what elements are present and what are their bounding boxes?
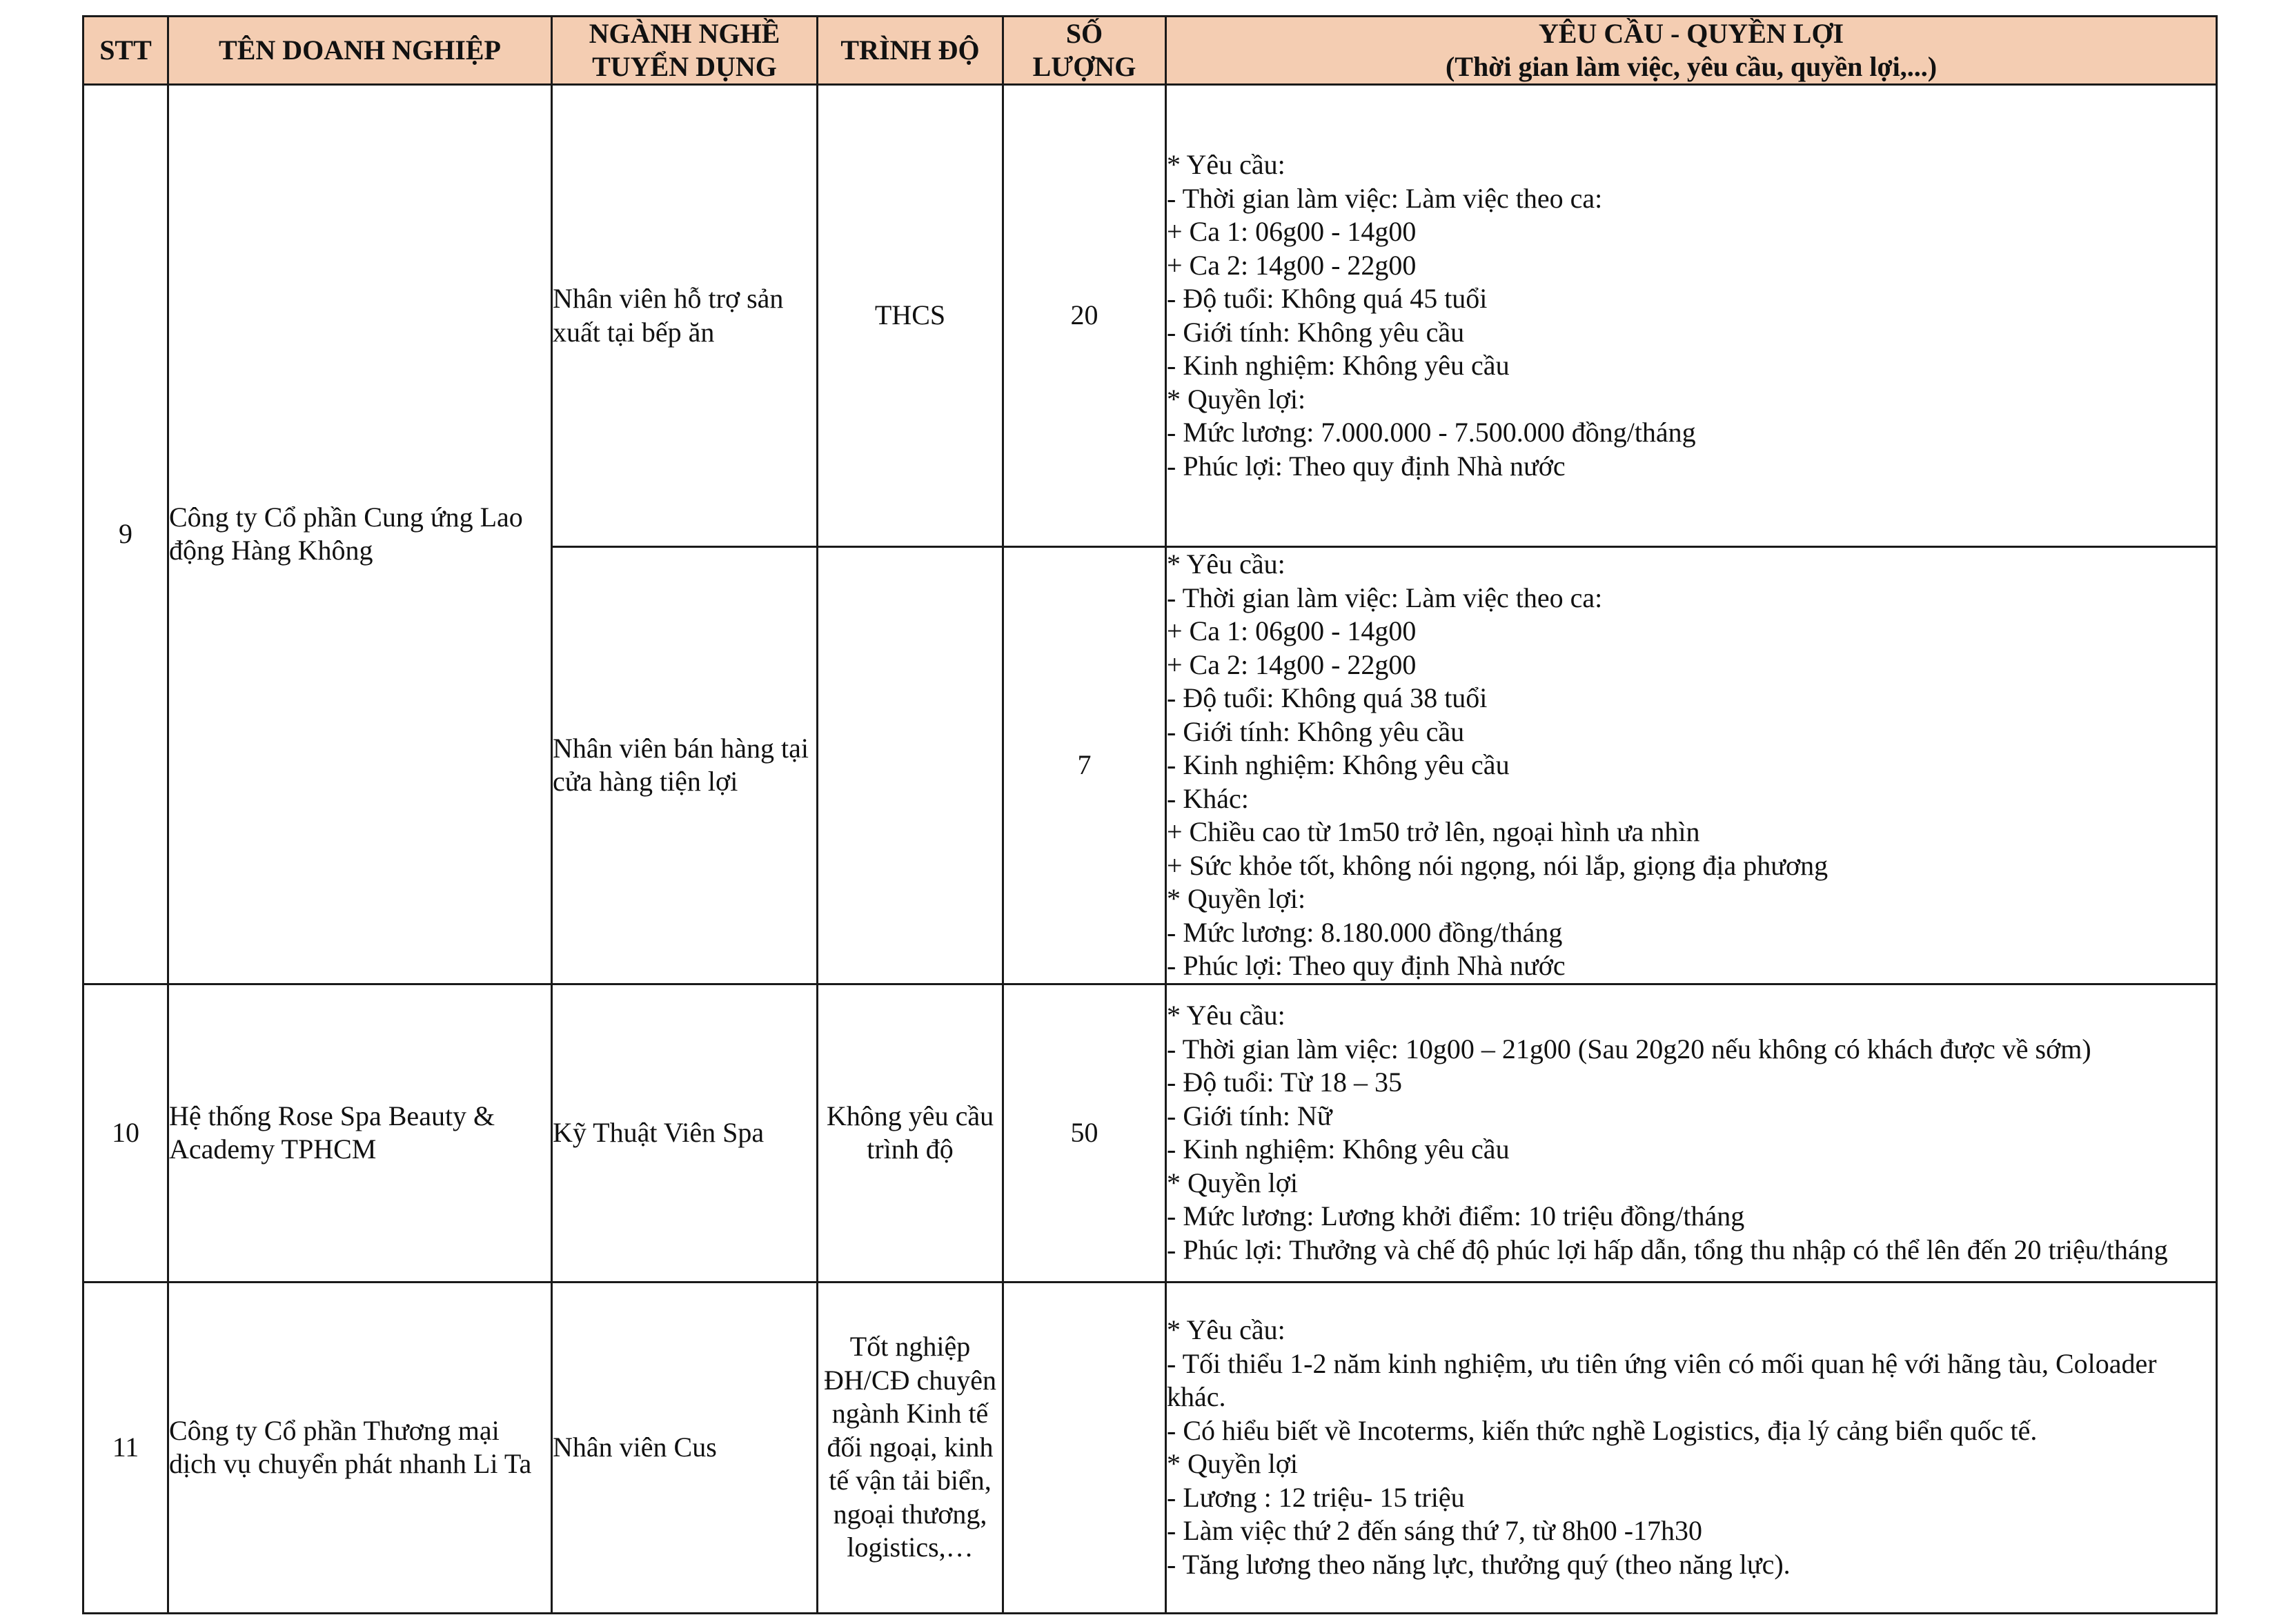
requirements-cell: * Yêu cầu: - Tối thiểu 1-2 năm kinh nghiệm, ưu tiên ứng viên có mối quan hệ với hãng tàu, Coloader khác. - Có hiểu biết về Incoterms, kiến thức nghề Logistics, địa lý cảng biển quốc tế. * Quyền lợi - Lương : 12 triệu- 15 triệu - Làm việc thứ 2 đến sáng thứ 7, từ 8h00 -17h30 - Tăng lương theo năng lực, thưởng quý (theo năng lực).	[1166, 1282, 2217, 1613]
header-stt: STT	[83, 17, 168, 85]
table-row	[83, 984, 2217, 1282]
level-cell	[818, 547, 1003, 984]
requirements-cell: * Yêu cầu: - Thời gian làm việc: Làm việc theo ca: + Ca 1: 06g00 - 14g00 + Ca 2: 14g00 - 22g00 - Độ tuổi: Không quá 45 tuổi - Giới tính: Không yêu cầu - Kinh nghiệm: Không yêu cầu * Quyền lợi: - Mức lương: 7.000.000 - 7.500.000 đồng/tháng - Phúc lợi: Theo quy định Nhà nước	[1166, 85, 2217, 547]
recruitment-table	[82, 15, 2218, 1614]
table-body	[83, 85, 2217, 1614]
table-header	[83, 17, 2217, 85]
header-quantity-line2: LƯỢNG	[1032, 51, 1136, 82]
header-level: TRÌNH ĐỘ	[818, 17, 1003, 85]
job-title-cell: Nhân viên Cus	[552, 1282, 818, 1613]
quantity-cell: 50	[1003, 984, 1166, 1282]
requirements-cell: * Yêu cầu: - Thời gian làm việc: Làm việc theo ca: + Ca 1: 06g00 - 14g00 + Ca 2: 14g00 - 22g00 - Độ tuổi: Không quá 38 tuổi - Giới tính: Không yêu cầu - Kinh nghiệm: Không yêu cầu - Khác: + Chiều cao từ 1m50 trở lên, ngoại hình ưa nhìn + Sức khỏe tốt, không nói ngọng, nói lắp, giọng địa phương * Quyền lợi: - Mức lương: 8.180.000 đồng/tháng - Phúc lợi: Theo quy định Nhà nước	[1166, 547, 2217, 984]
table-row	[83, 85, 2217, 547]
header-quantity-line1: SỐ	[1065, 18, 1103, 49]
quantity-cell	[1003, 1282, 1166, 1613]
header-requirements-line1: YÊU CẦU - QUYỀN LỢI	[1538, 18, 1844, 49]
company-cell: Công ty Cổ phần Cung ứng Lao động Hàng Không	[168, 85, 552, 984]
header-job-line1: NGÀNH NGHỀ	[589, 18, 780, 49]
header-requirements-line2: (Thời gian làm việc, yêu cầu, quyền lợi,...)	[1445, 51, 1938, 82]
stt-cell: 10	[83, 984, 168, 1282]
company-cell: Hệ thống Rose Spa Beauty & Academy TPHCM	[168, 984, 552, 1282]
level-cell: Không yêu cầu trình độ	[818, 984, 1003, 1282]
header-requirements	[1166, 17, 2217, 85]
header-job-line2: TUYỂN DỤNG	[592, 51, 777, 82]
header-quantity	[1003, 17, 1166, 85]
stt-cell: 11	[83, 1282, 168, 1613]
level-cell: THCS	[818, 85, 1003, 547]
company-cell: Công ty Cổ phần Thương mại dịch vụ chuyển phát nhanh Li Ta	[168, 1282, 552, 1613]
header-job	[552, 17, 818, 85]
table-row	[83, 1282, 2217, 1613]
quantity-cell: 20	[1003, 85, 1166, 547]
stt-cell: 9	[83, 85, 168, 984]
header-company: TÊN DOANH NGHIỆP	[168, 17, 552, 85]
level-cell: Tốt nghiệp ĐH/CĐ chuyên ngành Kinh tế đối ngoại, kinh tế vận tải biển, ngoại thương, logistics,…	[818, 1282, 1003, 1613]
job-title-cell: Nhân viên hỗ trợ sản xuất tại bếp ăn	[552, 85, 818, 547]
requirements-cell: * Yêu cầu: - Thời gian làm việc: 10g00 – 21g00 (Sau 20g20 nếu không có khách được về sớm) - Độ tuổi: Từ 18 – 35 - Giới tính: Nữ - Kinh nghiệm: Không yêu cầu * Quyền lợi - Mức lương: Lương khởi điểm: 10 triệu đồng/tháng - Phúc lợi: Thưởng và chế độ phúc lợi hấp dẫn, tổng thu nhập có thể lên đến 20 triệu/tháng	[1166, 984, 2217, 1282]
job-title-cell: Nhân viên bán hàng tại cửa hàng tiện lợi	[552, 547, 818, 984]
job-title-cell: Kỹ Thuật Viên Spa	[552, 984, 818, 1282]
quantity-cell: 7	[1003, 547, 1166, 984]
